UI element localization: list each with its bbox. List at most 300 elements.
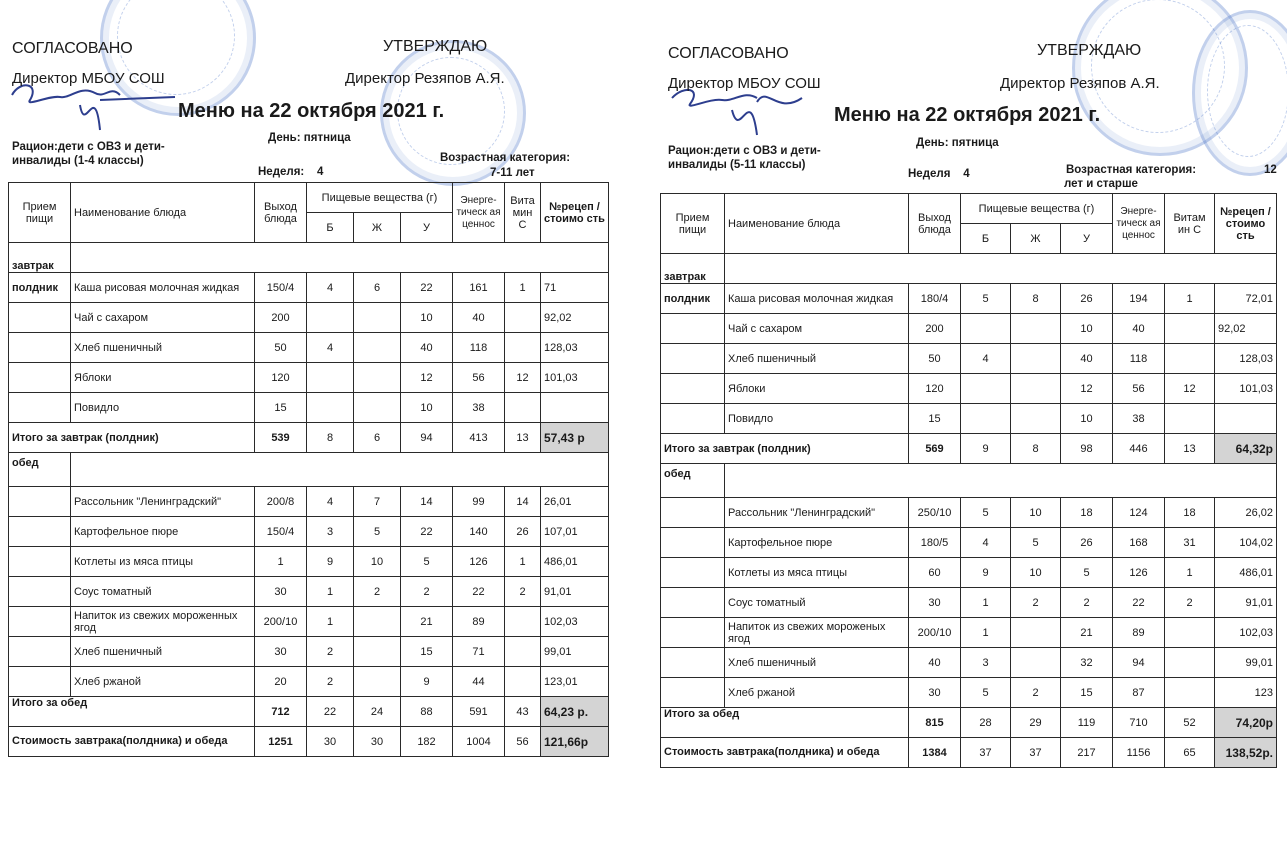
table-cell: 38 bbox=[1113, 404, 1165, 434]
table-cell: 32 bbox=[1061, 648, 1113, 678]
table-cell: 2 bbox=[505, 577, 541, 607]
table-cell: 8 bbox=[1011, 284, 1061, 314]
table-cell: 40 bbox=[401, 333, 453, 363]
table-cell: 56 bbox=[453, 363, 505, 393]
table-row bbox=[661, 558, 1277, 588]
table-cell bbox=[354, 393, 401, 423]
table-cell: Хлеб ржаной bbox=[725, 678, 909, 708]
table-cell: 22 bbox=[307, 697, 354, 727]
header-dish: Наименование блюда bbox=[71, 183, 255, 243]
table-cell: 1 bbox=[961, 618, 1011, 648]
table-cell: 15 bbox=[255, 393, 307, 423]
table-cell: 2 bbox=[1165, 588, 1215, 618]
table-cell: 60 bbox=[909, 558, 961, 588]
table-cell: 107,01 bbox=[541, 517, 609, 547]
table-cell: 40 bbox=[1061, 344, 1113, 374]
table-row bbox=[9, 303, 609, 333]
table-cell: 128,03 bbox=[1215, 344, 1277, 374]
table-cell bbox=[1011, 344, 1061, 374]
table-cell: Повидло bbox=[71, 393, 255, 423]
day-label: День: пятница bbox=[916, 137, 999, 149]
table-cell bbox=[661, 498, 725, 528]
total-breakfast-row bbox=[9, 423, 609, 453]
table-cell: 710 bbox=[1113, 708, 1165, 738]
table-cell: 26 bbox=[505, 517, 541, 547]
table-cell: 26 bbox=[1061, 284, 1113, 314]
table-cell: Картофельное пюре bbox=[71, 517, 255, 547]
table-cell: 180/5 bbox=[909, 528, 961, 558]
table-cell: 37 bbox=[1011, 738, 1061, 768]
table-cell bbox=[961, 374, 1011, 404]
table-cell: 8 bbox=[307, 423, 354, 453]
table-cell bbox=[1165, 314, 1215, 344]
table-cell: 1004 bbox=[453, 727, 505, 757]
age-label: Возрастная категория: bbox=[1066, 164, 1197, 176]
table-cell: 89 bbox=[453, 607, 505, 637]
table-cell: 21 bbox=[1061, 618, 1113, 648]
table-cell: 539 bbox=[255, 423, 307, 453]
table-cell: 121,66р bbox=[541, 727, 609, 757]
header-nutrients: Пищевые вещества (г) bbox=[307, 183, 453, 213]
table-row bbox=[9, 667, 609, 697]
table-cell: 89 bbox=[1113, 618, 1165, 648]
table-cell: 102,03 bbox=[1215, 618, 1277, 648]
ration-label: Рацион:дети с ОВЗ и дети- bbox=[12, 141, 165, 153]
director-name: Директор Резяпов А.Я. bbox=[1000, 75, 1160, 92]
table-cell bbox=[71, 453, 609, 487]
total-lunch-row bbox=[9, 697, 609, 727]
table-cell: Повидло bbox=[725, 404, 909, 434]
table-cell bbox=[661, 528, 725, 558]
table-cell: 9 bbox=[401, 667, 453, 697]
table-cell: 99,01 bbox=[541, 637, 609, 667]
director-name: Директор Резяпов А.Я. bbox=[345, 70, 505, 87]
header-zh: Ж bbox=[1011, 224, 1061, 254]
table-cell: 94 bbox=[1113, 648, 1165, 678]
table-cell: 22 bbox=[1113, 588, 1165, 618]
table-cell: 5 bbox=[354, 517, 401, 547]
header-meal: Прием пищи bbox=[9, 183, 71, 243]
table-cell: Рассольник "Ленинградский" bbox=[725, 498, 909, 528]
table-cell bbox=[9, 333, 71, 363]
table-cell: 5 bbox=[401, 547, 453, 577]
table-cell: 65 bbox=[1165, 738, 1215, 768]
table-cell: 12 bbox=[505, 363, 541, 393]
table-cell: 9 bbox=[961, 434, 1011, 464]
age-value-2: лет и старше bbox=[1064, 178, 1138, 190]
header-output: Выход блюда bbox=[909, 194, 961, 254]
table-cell: 26,01 bbox=[541, 487, 609, 517]
table-cell: Хлеб пшеничный bbox=[725, 648, 909, 678]
table-cell: 200/10 bbox=[909, 618, 961, 648]
table-cell bbox=[9, 487, 71, 517]
table-row bbox=[9, 393, 609, 423]
table-cell bbox=[354, 333, 401, 363]
table-row bbox=[661, 528, 1277, 558]
table-cell: 124 bbox=[1113, 498, 1165, 528]
table-cell: 10 bbox=[1061, 314, 1113, 344]
table-cell bbox=[354, 363, 401, 393]
table-cell bbox=[9, 577, 71, 607]
table-cell: Напиток из свежих мороженых ягод bbox=[725, 618, 909, 648]
table-cell: 200/10 bbox=[255, 607, 307, 637]
table-cell: 6 bbox=[354, 273, 401, 303]
table-cell: 43 bbox=[505, 697, 541, 727]
table-cell: 50 bbox=[255, 333, 307, 363]
table-cell bbox=[661, 314, 725, 344]
table-cell bbox=[9, 637, 71, 667]
table-cell: 128,03 bbox=[541, 333, 609, 363]
table-cell: 138,52р. bbox=[1215, 738, 1277, 768]
table-cell: 14 bbox=[505, 487, 541, 517]
table-cell: 21 bbox=[401, 607, 453, 637]
table-cell: Стоимость завтрака(полдника) и обеда bbox=[9, 727, 255, 757]
table-cell bbox=[725, 254, 1277, 284]
table-row bbox=[661, 314, 1277, 344]
table-cell bbox=[307, 363, 354, 393]
table-cell bbox=[661, 588, 725, 618]
table-cell: 52 bbox=[1165, 708, 1215, 738]
table-cell: 200/8 bbox=[255, 487, 307, 517]
ration-label: Рацион:дети с ОВЗ и дети- bbox=[668, 145, 821, 157]
table-cell: Котлеты из мяса птицы bbox=[725, 558, 909, 588]
total-lunch-row bbox=[661, 708, 1277, 738]
agreed-label: СОГЛАСОВАНО bbox=[12, 40, 133, 57]
table-cell: 2 bbox=[1061, 588, 1113, 618]
table-cell: 1 bbox=[961, 588, 1011, 618]
table-cell: 12 bbox=[1061, 374, 1113, 404]
table-cell: 5 bbox=[961, 678, 1011, 708]
table-cell: 88 bbox=[401, 697, 453, 727]
table-cell bbox=[9, 547, 71, 577]
table-cell: Итого за завтрак (полдник) bbox=[9, 423, 255, 453]
table-cell: 24 bbox=[354, 697, 401, 727]
table-cell: 591 bbox=[453, 697, 505, 727]
table-cell: 71 bbox=[453, 637, 505, 667]
header-u: У bbox=[401, 213, 453, 243]
table-cell: 1 bbox=[307, 607, 354, 637]
table-cell: Итого за обед bbox=[9, 697, 255, 727]
table-cell: 10 bbox=[1011, 498, 1061, 528]
table-cell: 40 bbox=[909, 648, 961, 678]
menu-title: Меню на 22 октября 2021 г. bbox=[178, 100, 445, 122]
age-value: 7-11 лет bbox=[490, 167, 535, 179]
table-cell: 18 bbox=[1165, 498, 1215, 528]
table-cell: 10 bbox=[1011, 558, 1061, 588]
total-all-row bbox=[661, 738, 1277, 768]
table-row bbox=[661, 404, 1277, 434]
table-cell: 5 bbox=[961, 284, 1011, 314]
table-row bbox=[661, 588, 1277, 618]
table-cell bbox=[354, 303, 401, 333]
table-cell: 44 bbox=[453, 667, 505, 697]
table-cell: 200 bbox=[909, 314, 961, 344]
table-cell: Яблоки bbox=[725, 374, 909, 404]
table-cell bbox=[725, 464, 1277, 498]
table-cell: Стоимость завтрака(полдника) и обеда bbox=[661, 738, 909, 768]
table-cell: 87 bbox=[1113, 678, 1165, 708]
table-cell: 8 bbox=[1011, 434, 1061, 464]
table-cell: Хлеб ржаной bbox=[71, 667, 255, 697]
table-cell: 99 bbox=[453, 487, 505, 517]
table-cell bbox=[71, 243, 609, 273]
table-cell: 5 bbox=[1011, 528, 1061, 558]
table-cell: 26 bbox=[1061, 528, 1113, 558]
table-cell: 6 bbox=[354, 423, 401, 453]
table-cell: 140 bbox=[453, 517, 505, 547]
table-cell bbox=[307, 303, 354, 333]
table-cell: 101,03 bbox=[541, 363, 609, 393]
table-cell: 37 bbox=[961, 738, 1011, 768]
table-cell: 119 bbox=[1061, 708, 1113, 738]
menu-title: Меню на 22 октября 2021 г. bbox=[834, 104, 1101, 126]
table-row bbox=[661, 678, 1277, 708]
table-cell: 217 bbox=[1061, 738, 1113, 768]
table-cell bbox=[307, 393, 354, 423]
table-cell bbox=[9, 363, 71, 393]
table-cell: 72,01 bbox=[1215, 284, 1277, 314]
table-cell bbox=[1215, 404, 1277, 434]
table-cell: 71 bbox=[541, 273, 609, 303]
header-recipe: №рецеп /стоимо сть bbox=[1215, 194, 1277, 254]
table-cell: 101,03 bbox=[1215, 374, 1277, 404]
table-cell: 2 bbox=[354, 577, 401, 607]
menu-table bbox=[8, 182, 609, 757]
header-b: Б bbox=[307, 213, 354, 243]
age-label: Возрастная категория: bbox=[440, 152, 571, 164]
table-row bbox=[9, 333, 609, 363]
table-cell bbox=[505, 607, 541, 637]
table-cell: 40 bbox=[453, 303, 505, 333]
header-b: Б bbox=[961, 224, 1011, 254]
table-cell: 9 bbox=[307, 547, 354, 577]
header-u: У bbox=[1061, 224, 1113, 254]
table-cell: 92,02 bbox=[1215, 314, 1277, 344]
table-cell bbox=[505, 333, 541, 363]
table-cell: 182 bbox=[401, 727, 453, 757]
table-cell: Итого за обед bbox=[661, 708, 909, 738]
table-cell bbox=[354, 637, 401, 667]
table-cell bbox=[505, 303, 541, 333]
table-cell: 9 bbox=[961, 558, 1011, 588]
table-row bbox=[661, 374, 1277, 404]
table-cell: Хлеб пшеничный bbox=[71, 637, 255, 667]
table-cell: 99,01 bbox=[1215, 648, 1277, 678]
table-cell bbox=[505, 667, 541, 697]
table-cell: 4 bbox=[307, 487, 354, 517]
table-cell: 56 bbox=[505, 727, 541, 757]
table-cell: 10 bbox=[401, 303, 453, 333]
table-cell: 18 bbox=[1061, 498, 1113, 528]
table-cell: 120 bbox=[909, 374, 961, 404]
table-cell: 13 bbox=[505, 423, 541, 453]
table-cell bbox=[961, 404, 1011, 434]
table-cell: 14 bbox=[401, 487, 453, 517]
table-cell: 29 bbox=[1011, 708, 1061, 738]
table-cell: 30 bbox=[354, 727, 401, 757]
table-cell bbox=[661, 558, 725, 588]
table-cell bbox=[1011, 374, 1061, 404]
table-cell: Котлеты из мяса птицы bbox=[71, 547, 255, 577]
table-cell: 413 bbox=[453, 423, 505, 453]
table-cell: Чай с сахаром bbox=[725, 314, 909, 344]
table-cell: 91,01 bbox=[1215, 588, 1277, 618]
approve-label: УТВЕРЖДАЮ bbox=[383, 38, 488, 55]
table-cell: 1156 bbox=[1113, 738, 1165, 768]
table-cell bbox=[505, 393, 541, 423]
table-cell bbox=[1011, 404, 1061, 434]
table-cell: Напиток из свежих мороженных ягод bbox=[71, 607, 255, 637]
table-cell: 1 bbox=[505, 273, 541, 303]
header-vitamin: Вита мин С bbox=[505, 183, 541, 243]
table-cell: 569 bbox=[909, 434, 961, 464]
table-cell: 1 bbox=[1165, 284, 1215, 314]
table-cell bbox=[541, 393, 609, 423]
table-cell: 56 bbox=[1113, 374, 1165, 404]
table-cell bbox=[354, 607, 401, 637]
table-cell: Чай с сахаром bbox=[71, 303, 255, 333]
table-row bbox=[9, 577, 609, 607]
table-cell: 126 bbox=[1113, 558, 1165, 588]
table-cell: 486,01 bbox=[541, 547, 609, 577]
table-cell: 446 bbox=[1113, 434, 1165, 464]
table-cell bbox=[1165, 344, 1215, 374]
table-cell: Итого за завтрак (полдник) bbox=[661, 434, 909, 464]
table-cell: 486,01 bbox=[1215, 558, 1277, 588]
table-cell: Соус томатный bbox=[725, 588, 909, 618]
table-cell: 120 bbox=[255, 363, 307, 393]
table-cell: 38 bbox=[453, 393, 505, 423]
table-cell: 3 bbox=[961, 648, 1011, 678]
table-cell: 3 bbox=[307, 517, 354, 547]
age-value: 12 bbox=[1264, 164, 1277, 176]
table-cell: 98 bbox=[1061, 434, 1113, 464]
table-cell: 4 bbox=[307, 273, 354, 303]
table-cell bbox=[9, 303, 71, 333]
table-cell: 12 bbox=[401, 363, 453, 393]
table-cell: 1251 bbox=[255, 727, 307, 757]
table-cell bbox=[661, 618, 725, 648]
agreed-label: СОГЛАСОВАНО bbox=[668, 45, 789, 62]
day-label: День: пятница bbox=[268, 132, 351, 144]
table-row bbox=[661, 344, 1277, 374]
table-cell: 57,43 р bbox=[541, 423, 609, 453]
table-cell: 74,20р bbox=[1215, 708, 1277, 738]
total-all-row bbox=[9, 727, 609, 757]
table-cell: 102,03 bbox=[541, 607, 609, 637]
table-cell: Каша рисовая молочная жидкая bbox=[71, 273, 255, 303]
table-row bbox=[9, 547, 609, 577]
table-cell: 123 bbox=[1215, 678, 1277, 708]
table-row bbox=[9, 273, 609, 303]
table-cell: 1 bbox=[307, 577, 354, 607]
table-cell: 200 bbox=[255, 303, 307, 333]
table-cell: 64,23 р. bbox=[541, 697, 609, 727]
table-row bbox=[9, 637, 609, 667]
table-cell: 126 bbox=[453, 547, 505, 577]
meal-snack: полдник bbox=[661, 284, 725, 314]
header-output: Выход блюда bbox=[255, 183, 307, 243]
table-cell bbox=[1165, 618, 1215, 648]
table-cell bbox=[1165, 678, 1215, 708]
table-cell: 150/4 bbox=[255, 273, 307, 303]
table-cell bbox=[9, 667, 71, 697]
table-cell: 15 bbox=[909, 404, 961, 434]
header-recipe: №рецеп /стоимо сть bbox=[541, 183, 609, 243]
table-cell bbox=[1011, 618, 1061, 648]
ration-line2: инвалиды (1-4 классы) bbox=[12, 155, 144, 167]
table-cell: 22 bbox=[401, 273, 453, 303]
table-cell: 118 bbox=[1113, 344, 1165, 374]
total-breakfast-row bbox=[661, 434, 1277, 464]
table-cell: 7 bbox=[354, 487, 401, 517]
table-cell: 13 bbox=[1165, 434, 1215, 464]
menu-table bbox=[660, 193, 1277, 768]
table-cell bbox=[1011, 648, 1061, 678]
table-cell: 20 bbox=[255, 667, 307, 697]
meal-breakfast: завтрак bbox=[9, 243, 71, 273]
table-cell bbox=[1165, 648, 1215, 678]
table-cell: 180/4 bbox=[909, 284, 961, 314]
header-energy: Энерге- тическ ая ценнос bbox=[453, 183, 505, 243]
meal-lunch: обед bbox=[9, 453, 71, 487]
table-cell: 1384 bbox=[909, 738, 961, 768]
table-cell: 30 bbox=[255, 577, 307, 607]
table-cell: 1 bbox=[1165, 558, 1215, 588]
table-cell: 2 bbox=[1011, 588, 1061, 618]
table-cell bbox=[661, 404, 725, 434]
table-cell: 10 bbox=[1061, 404, 1113, 434]
table-row bbox=[9, 517, 609, 547]
table-cell: 64,32р bbox=[1215, 434, 1277, 464]
table-cell: 1 bbox=[505, 547, 541, 577]
table-cell: Соус томатный bbox=[71, 577, 255, 607]
table-cell: 2 bbox=[307, 667, 354, 697]
table-cell: 12 bbox=[1165, 374, 1215, 404]
table-row bbox=[9, 487, 609, 517]
table-row bbox=[661, 618, 1277, 648]
table-cell: 28 bbox=[961, 708, 1011, 738]
table-cell bbox=[1165, 404, 1215, 434]
table-cell bbox=[661, 374, 725, 404]
table-cell: 30 bbox=[909, 678, 961, 708]
table-cell: 5 bbox=[961, 498, 1011, 528]
director-school: Директор МБОУ СОШ bbox=[668, 75, 821, 92]
ration-line2: инвалиды (5-11 классы) bbox=[668, 159, 806, 171]
table-row bbox=[661, 284, 1277, 314]
table-cell: Картофельное пюре bbox=[725, 528, 909, 558]
header-energy: Энерге- тическ ая ценнос bbox=[1113, 194, 1165, 254]
table-cell: 30 bbox=[909, 588, 961, 618]
table-row bbox=[9, 363, 609, 393]
table-cell: 1 bbox=[255, 547, 307, 577]
table-row bbox=[9, 607, 609, 637]
week-label: Неделя: 4 bbox=[258, 166, 324, 178]
approve-label: УТВЕРЖДАЮ bbox=[1037, 42, 1142, 59]
header-zh: Ж bbox=[354, 213, 401, 243]
table-cell: 40 bbox=[1113, 314, 1165, 344]
week-label: Неделя 4 bbox=[908, 168, 970, 180]
table-cell bbox=[9, 393, 71, 423]
table-cell: 91,01 bbox=[541, 577, 609, 607]
table-cell bbox=[661, 344, 725, 374]
table-cell bbox=[354, 667, 401, 697]
table-cell: 30 bbox=[307, 727, 354, 757]
table-cell: 31 bbox=[1165, 528, 1215, 558]
table-cell: Рассольник "Ленинградский" bbox=[71, 487, 255, 517]
director-school: Директор МБОУ СОШ bbox=[12, 70, 165, 87]
table-cell: 10 bbox=[401, 393, 453, 423]
